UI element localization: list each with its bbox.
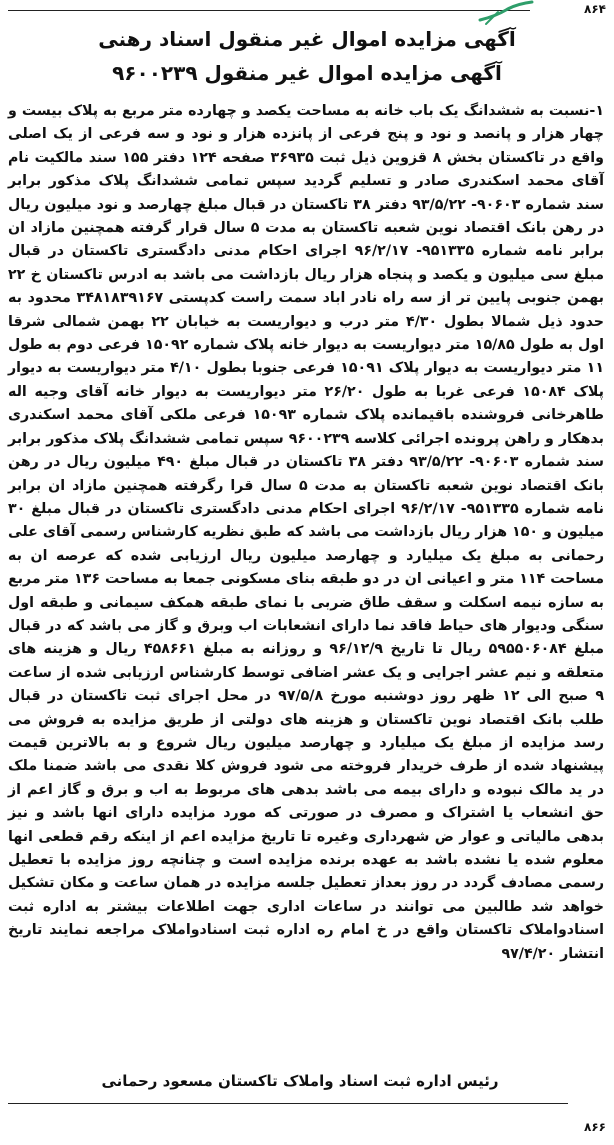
signature-line: رئیس اداره ثبت اسناد واملاک تاکستان مسعود رحمانی [101,1072,499,1090]
notice-subtitle: آگهی مزایده اموال غیر منقول ۹۶۰۰۲۳۹ [112,61,502,85]
top-rule [8,10,530,11]
notice-body: ۱-نسبت به ششدانگ یک باب خانه به مساحت یکصد و چهارده متر مربع به پلاک بیست و چهار هزار و پانصد و نود و پنج فرعی از پانزده هزار و نود و سه فرعی از یک اصلی واقع در تاکستان بخش ۸ قزوین ذیل ثبت ۳۶۹۳۵ صفحه ۱۲۴ دفتر ۱۵۵ سند مالکیت نام آقای محمد اسکندری صادر و تسلیم گردید سپس تمامی ششدانگ پلاک مذکور برابر سند شماره ۹۰۶۰۳- ۹۳/۵/۲۲ دفتر ۳۸ تاکستان در قبال مبلغ چهارصد و نود میلیون ریال در رهن بانک اقتصاد نوین شعبه تاکستان به مدت ۵ سال قرار گرفته همچنین مازاد ان برابر نامه شماره ۹۵۱۳۳۵- ۹۶/۲/۱۷ اجرای احکام مدنی دادگستری تاکستان در قبال مبلغ سی میلیون و یکصد و پنجاه هزار ریال بازداشت می باشد به ادرس تاکستان خ ۲۲ بهمن جنوبی پایین تر از سه راه نادر اباد سمت راست کدپستی ۳۴۸۱۸۳۹۱۶۷ محدود به حدود ذیل شمالا بطول ۴/۳۰ متر درب و دیواریست به خیابان ۲۲ بهمن شمالی شرقا اول به طول ۱۵/۸۵ متر دیواریست به دیوار خانه پلاک شماره ۱۵۰۹۲ فرعی دوم به طول ۱۱ متر دیواریست به دیوار پلاک ۱۵۰۹۱ فرعی جنوبا بطول ۴/۱۰ متر دیواریست به دیوار پلاک ۱۵۰۸۴ فرعی غربا به طول ۲۶/۲۰ متر دیواریست به دیوار خانه آقای وجیه اله طاهرخانی فروشنده باقیمانده پلاک شماره ۱۵۰۹۳ فرعی ملکی آقای محمد اسکندری بدهکار و راهن پرونده اجرائی کلاسه ۹۶۰۰۲۳۹ سپس تمامی ششدانگ پلاک مذکور برابر سند شماره ۹۰۶۰۳- ۹۳/۵/۲۲ دفتر ۳۸ تاکستان در قبال مبلغ ۴۹۰ میلیون ریال در رهن بانک اقتصاد نوین شعبه تاکستان به مدت ۵ سال قرا رگرفته همچنین مازاد ان برابر نامه شماره ۹۵۱۳۳۵- ۹۶/۲/۱۷ اجرای احکام مدنی دادگستری تاکستان در قبال مبلغ ۳۰ میلیون و ۱۵۰ هزار ریال بازداشت می باشد که طبق نظریه کارشناس رسمی آقای علی رحمانی به مبلغ یک میلیارد و چهارصد میلیون ریال ارزیابی شده که عرصه ان به مساحت ۱۱۴ متر و اعیانی ان در دو طبقه بنای مسکونی جمعا به مساحت ۱۳۶ متر مربع به سازه نیمه اسکلت و سقف طاق ضربی با نمای طبقه همکف سیمانی و طبقه اول سنگی ودیوار های حیاط فاقد نما دارای انشعابات اب وبرق و گاز می باشد که در قبال مبلغ ۵۹۵۵۰۶۰۸۴ ریال تا تاریخ ۹۶/۱۲/۹ و روزانه به مبلغ ۴۵۸۶۶۱ ریال و هزینه های متعلقه و نیم عشر اجرایی و یک عشر اضافی توسط کارشناس ارزیابی شده از ساعت ۹ صبح الی ۱۲ ظهر روز دوشنبه مورخ ۹۷/۵/۸ در محل اجرای ثبت تاکستان در قبال طلب بانک اقتصاد نوین تاکستان و هزینه های دولتی از طریق مزایده به فروش می رسد مزایده از مبلغ یک میلیارد و چهارصد میلیون ریال شروع و به بالاترین قیمت پیشنهاد شده از طرف خریدار فروخته می شود فروش کلا نقدی می باشد ضمنا ملک در ید مالک نبوده و دارای بیمه می باشد بدهی های مربوط به اب و برق و گاز اعم از حق انشعاب یا اشتراک و مصرف در صورتی که مورد مزایده دارای انها باشد و نیز بدهی مالیاتی و عوار ض شهرداری وغیره تا تاریخ مزایده اعم از اینکه رقم قطعی انها معلوم شده یا نشده باشد به عهده برنده مزایده است و چنانچه روز مزایده با تعطیل رسمی مصادف گردد در روز بعداز تعطیل جلسه مزایده در همان ساعت و مکان تشکیل خواهد شد طالبین می توانند در ساعات اداری جهت اطلاعات بیشتر به اداره ثبت اسنادواملاک تاکستان واقع در خ امام ره اداره ثبت اسنادواملاک مراجعه نمایند تاریخ انتشار ۹۷/۴/۲۰ [8,103,605,962]
notice-title: آگهی مزایده اموال غیر منقول اسناد رهنی [98,27,516,51]
check-stroke-icon [476,0,536,26]
page-number-top: ۸۶۴ [584,2,606,16]
page-number-bottom: ۸۶۶ [584,1120,606,1134]
bottom-rule [8,1103,568,1104]
